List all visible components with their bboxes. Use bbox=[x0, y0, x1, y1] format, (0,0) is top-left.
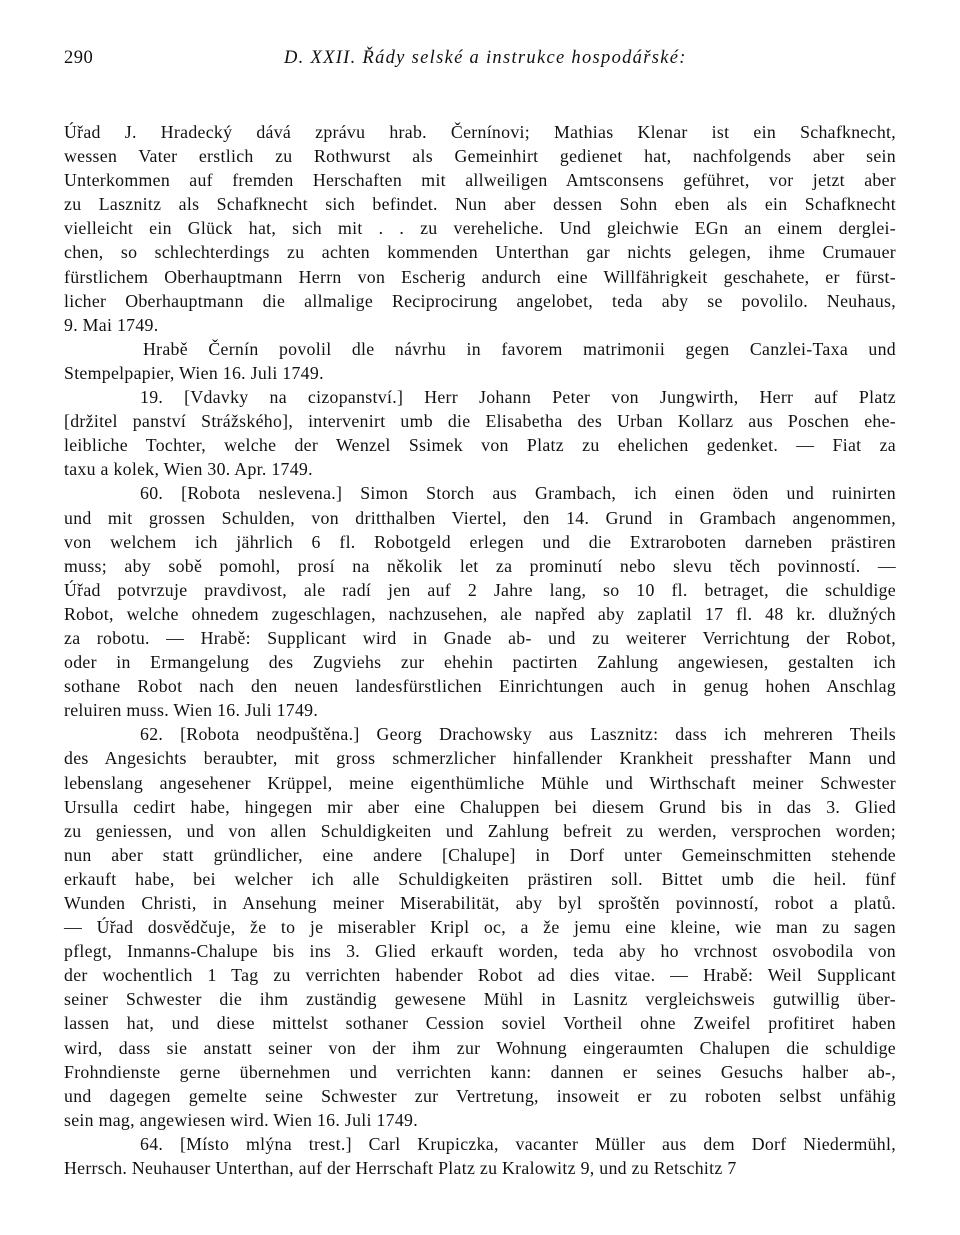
text-line: Wunden Christi, in Ansehung meiner Miserabilität, aby byl sproštěn povinností, robot a platů. bbox=[64, 893, 896, 913]
text-line: 19. [Vdavky na cizopanství.] Herr Johann Peter von Jungwirth, Herr auf Platz bbox=[140, 387, 896, 408]
text-line: taxu a kolek, Wien 30. Apr. 1749. bbox=[64, 459, 313, 480]
text-line: Ursulla cedirt habe, hingegen mir aber eine Chaluppen bei diesem Grund bis in das 3. Glied bbox=[64, 796, 896, 817]
text-line: zu geniessen, und von allen Schuldigkeiten und Zahlung befreit zu werden, versprochen worden; bbox=[64, 820, 896, 841]
text-line: Herrsch. Neuhauser Unterthan, auf der Herrschaft Platz zu Kralowitz 9, und zu Retschitz 7 bbox=[64, 1158, 737, 1179]
text-line: Frohndienste gerne übernehmen und verrichten kann: dannen er seines Gesuchs halber ab-, bbox=[64, 1061, 896, 1082]
text-line: 62. [Robota neodpuštěna.] Georg Drachowsky aus Lasznitz: dass ich mehreren Theils bbox=[140, 724, 896, 745]
text-line: licher Oberhauptmann die allmalige Reciprocirung angelobet, teda aby se povolilo. Neuhaus, bbox=[64, 290, 896, 311]
text-line: oder in Ermangelung des Zugviehs zur ehehin pactirten Zahlung angewiesen, gestalten ich bbox=[64, 652, 896, 673]
page-body bbox=[64, 120, 896, 1180]
paragraph-urad-hradecky bbox=[64, 120, 896, 337]
text-line: sein mag, angewiesen wird. Wien 16. Juli 1749. bbox=[64, 1109, 418, 1130]
text-line: 64. [Místo mlýna trest.] Carl Krupiczka, vacanter Müller aus dem Dorf Niedermühl, bbox=[140, 1133, 896, 1154]
text-line: Stempelpapier, Wien 16. Juli 1749. bbox=[64, 362, 324, 383]
text-line: Úřad potvrzuje pravdivost, ale radí jen auf 2 Jahre lang, so 10 fl. betraget, die schuldige bbox=[64, 579, 896, 600]
text-line: von welchem ich jährlich 6 fl. Robotgeld erlegen und die Extraroboten darneben prästiren bbox=[64, 531, 896, 552]
running-title: D. XXII. Řády selské a instrukce hospodářské: bbox=[284, 48, 687, 68]
text-line: muss; aby sobě pomohl, prosí na několik let za prominutí nebo slevu těch povinností. — bbox=[64, 555, 896, 576]
text-line: des Angesichts beraubter, mit gross schmerzlicher hinfallender Krankheit presshafter Mann und bbox=[64, 748, 896, 769]
text-line: wird, dass sie anstatt seiner von der ihm zur Wohnung eingeraumten Chalupen die schuldige bbox=[64, 1037, 896, 1058]
text-line: za robotu. — Hrabě: Supplicant wird in Gnade ab- und zu weiterer Verrichtung der Robot, bbox=[64, 627, 896, 648]
text-line: nun aber statt gründlicher, eine andere [Chalupe] in Dorf unter Gemeinschmitten stehende bbox=[64, 844, 896, 865]
page-header bbox=[64, 42, 896, 76]
text-line: lassen hat, und diese mittelst sothaner Cession soviel Vortheil ohne Zweifel profitiret haben bbox=[64, 1013, 896, 1034]
text-line: und dagegen gemelte seine Schwester zur Vertretung, insoweit er zu roboten selbst unfähig bbox=[64, 1085, 896, 1106]
text-line: erkauft habe, bei welcher ich alle Schuldigkeiten prästiren soll. Bittet umb die heil. fünf bbox=[64, 868, 896, 889]
text-line: Hrabě Černín povolil dle návrhu in favorem matrimonii gegen Canzlei-Taxa und bbox=[143, 338, 896, 359]
text-line: reluiren muss. Wien 16. Juli 1749. bbox=[64, 700, 319, 721]
text-line: Úřad J. Hradecký dává zprávu hrab. Černínovi; Mathias Klenar ist ein Schafknecht, bbox=[64, 122, 896, 142]
text-line: fürstlichem Oberhauptmann Herrn von Escherig andurch eine Willfährigkeit geschahete, er fürst- bbox=[64, 266, 896, 287]
paragraph-60 bbox=[64, 481, 896, 722]
text-line: leibliche Tochter, welche der Wenzel Ssimek von Platz zu ehelichen gedenket. — Fiat za bbox=[64, 435, 896, 456]
text-line: der wochentlich 1 Tag zu verrichten habender Robot ad dies vitae. — Hrabě: Weil Supplicant bbox=[64, 965, 896, 986]
text-line: Unterkommen auf fremden Herschaften mit allweiligen Amtsconsens geführet, vor jetzt aber bbox=[64, 170, 896, 191]
text-line: wessen Vater erstlich zu Rothwurst als Gemeinhirt gedienet hat, nachfolgends aber sein bbox=[64, 146, 896, 167]
text-line: lebenslang angesehener Krüppel, meine eigenthümliche Mühle und Wirthschaft meiner Schwester bbox=[64, 772, 896, 793]
page-number: 290 bbox=[64, 48, 94, 68]
text-line: Robot, welche ohnedem zugeschlagen, nachzusehen, ale napřed aby zaplatil 17 fl. 48 kr. dlužných bbox=[64, 603, 896, 624]
paragraph-62 bbox=[64, 722, 896, 1132]
paragraph-list bbox=[64, 120, 896, 1180]
text-line: und mit grossen Schulden, von dritthalben Viertel, den 14. Grund in Grambach angenommen, bbox=[64, 507, 896, 528]
text-line: 9. Mai 1749. bbox=[64, 314, 159, 335]
text-line: seiner Schwester die ihm zuständig gewesene Mühl in Lasnitz vergleichsweis gutwillig über- bbox=[64, 989, 896, 1010]
paragraph-19 bbox=[64, 385, 896, 481]
text-line: 60. [Robota neslevena.] Simon Storch aus Grambach, ich einen öden und ruinirten bbox=[140, 483, 896, 504]
text-line: vielleicht ein Glück hat, sich mit . . zu vereheliche. Und gleichwie EGn an einem derglei- bbox=[64, 218, 896, 239]
text-line: pflegt, Inmanns-Chalupe bis ins 3. Glied erkauft worden, teda aby ho vrchnost osvobodila von bbox=[64, 941, 896, 962]
paragraph-hrabe-cernin bbox=[64, 337, 896, 385]
text-line: — Úřad dosvědčuje, že to je miserabler Kripl oc, a že jemu eine kleine, wie man zu sagen bbox=[64, 917, 896, 938]
text-line: chen, so schlechterdings zu achten kommenden Unterthan gar nichts gelegen, ihme Crumauer bbox=[64, 242, 896, 263]
text-line: zu Lasznitz als Schafknecht sich befindet. Nun aber dessen Sohn eben als ein Schafknecht bbox=[64, 194, 896, 215]
paragraph-64 bbox=[64, 1132, 896, 1180]
text-line: sothane Robot nach den neuen landesfürstlichen Einrichtungen auch in genug hohen Anschlag bbox=[64, 676, 896, 697]
text-line: [držitel panství Strážského], intervenirt umb die Elisabetha des Urban Kollarz aus Poschen ehe- bbox=[64, 411, 896, 432]
